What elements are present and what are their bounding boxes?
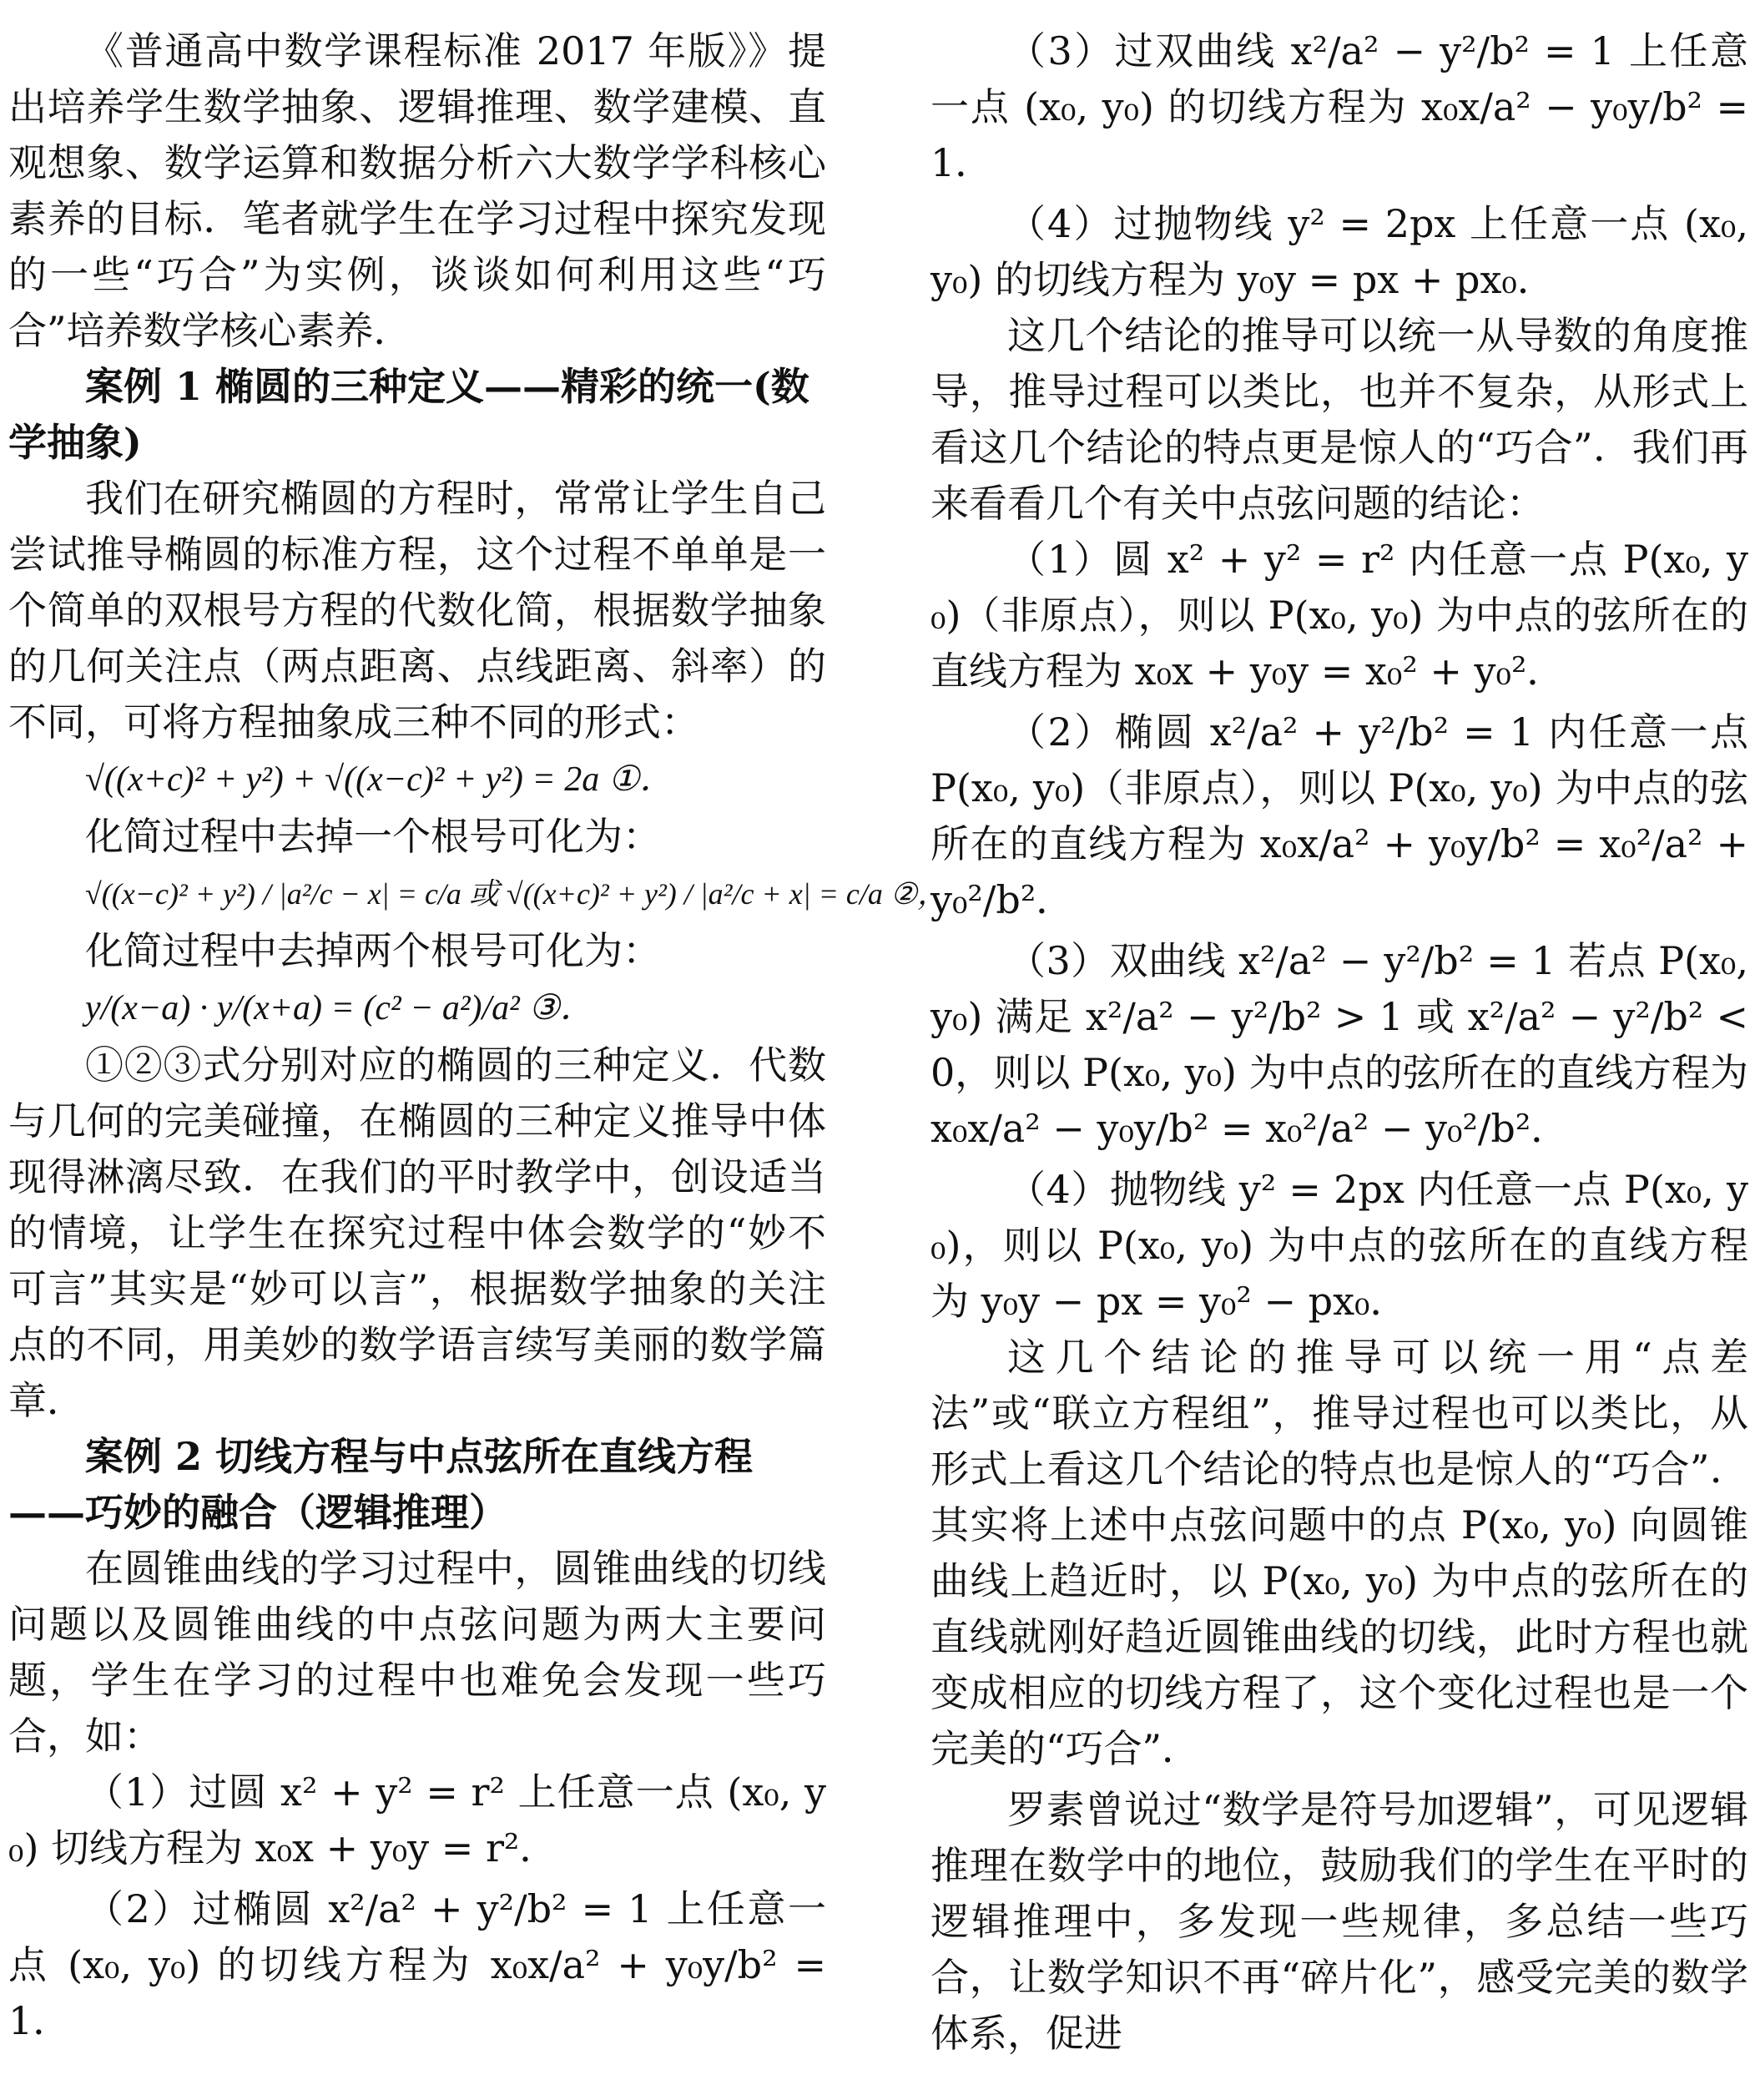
chord-hyperbola-item: （3）双曲线 x²/a² − y²/b² = 1 若点 P(x₀, y₀) 满足 x²/a² − y²/b² > 1 或 x²/a² − y²/b² < 0，则以 P(x₀, y₀) 为中点的弦所在的直线方程为 x₀x/a² − y₀y/b² = x₀²/a² − y₀²/b²． <box>930 938 1748 1151</box>
case1-heading: 案例 1 椭圆的三种定义——精彩的统一(数学抽象) <box>8 364 809 465</box>
simplify-two-roots-text: 化简过程中去掉两个根号可化为： <box>85 928 661 973</box>
case1-summary-paragraph: ①②③式分别对应的椭圆的三种定义．代数与几何的完美碰撞，在椭圆的三种定义推导中体现得淋漓尽致．在我们的平时教学中，创设适当的情境，让学生在探究过程中体会数学的“妙不可言”其实是“妙可以言”，根据数学抽象的关注点的不同，用美妙的数学语言续写美丽的数学篇章． <box>8 1042 826 1423</box>
point-difference-paragraph: 这几个结论的推导可以统一用“点差法”或“联立方程组”，推导过程也可以类比，从形式上看这几个结论的特点也是惊人的“巧合”．其实将上述中点弦问题中的点 P(x₀, y₀) 向圆锥曲线上趋近时，以 P(x₀, y₀) 为中点的弦所在的直线就刚好趋近圆锥曲线的切线，此时方程也就变成相应的切线方程了，这个变化过程也是一个完美的“巧合”． <box>930 1335 1748 1771</box>
chord-circle-item: （1）圆 x² + y² = r² 内任意一点 P(x₀, y₀)（非原点），则以 P(x₀, y₀) 为中点的弦所在的直线方程为 x₀x + y₀y = x₀² + y₀²． <box>930 537 1748 694</box>
case2-heading: 案例 2 切线方程与中点弦所在直线方程——巧妙的融合（逻辑推理） <box>8 1434 754 1535</box>
tangent-parabola-item: （4）过抛物线 y² = 2px 上任意一点 (x₀, y₀) 的切线方程为 y₀y = px + px₀． <box>930 201 1748 302</box>
chord-ellipse-item: （2）椭圆 x²/a² + y²/b² = 1 内任意一点 P(x₀, y₀)（非原点），则以 P(x₀, y₀) 为中点的弦所在的直线方程为 x₀x/a² + y₀y/b² = x₀²/a² + y₀²/b²． <box>930 709 1748 922</box>
tangent-ellipse-item: （2）过椭圆 x²/a² + y²/b² = 1 上任意一点 (x₀, y₀) 的切线方程为 x₀x/a² + y₀y/b² = 1． <box>8 1886 826 2043</box>
tangent-hyperbola-item: （3）过双曲线 x²/a² − y²/b² = 1 上任意一点 (x₀, y₀) 的切线方程为 x₀x/a² − y₀y/b² = 1． <box>930 28 1748 185</box>
chord-parabola-item: （4）抛物线 y² = 2px 内任意一点 P(x₀, y₀)，则以 P(x₀, y₀) 为中点的弦所在的直线方程为 y₀y − px = y₀² − px₀． <box>930 1167 1748 1324</box>
case1-paragraph: 我们在研究椭圆的方程时，常常让学生自己尝试推导椭圆的标准方程，这个过程不单单是一个简单的双根号方程的代数化简，根据数学抽象的几何关注点（两点距离、点线距离、斜率）的不同，可将方程抽象成三种不同的形式： <box>8 476 826 745</box>
tangent-circle-item: （1）过圆 x² + y² = r² 上任意一点 (x₀, y₀) 切线方程为 x₀x + y₀y = r²． <box>8 1769 826 1870</box>
formula-3: y/(x−a) · y/(x+a) = (c² − a²)/a² ③． <box>85 989 595 1027</box>
formula-1: √((x+c)² + y²) + √((x−c)² + y²) = 2a ①． <box>85 760 675 799</box>
formula-2: √((x−c)² + y²) / |a²/c − x| = c/a 或 √((x+c)² + y²) / |a²/c + x| = c/a ②， <box>85 877 948 911</box>
derivation-paragraph: 这几个结论的推导可以统一从导数的角度推导，推导过程可以类比，也并不复杂，从形式上看这几个结论的特点更是惊人的“巧合”．我们再来看看几个有关中点弦问题的结论： <box>930 313 1748 526</box>
left-column <box>8 23 948 2049</box>
case2-paragraph: 在圆锥曲线的学习过程中，圆锥曲线的切线问题以及圆锥曲线的中点弦问题为两大主要问题，学生在学习的过程中也难免会发现一些巧合，如： <box>8 1546 826 1759</box>
right-column <box>930 23 1748 2062</box>
russell-paragraph: 罗素曾说过“数学是符号加逻辑”，可见逻辑推理在数学中的地位，鼓励我们的学生在平时的逻辑推理中，多发现一些规律，多总结一些巧合，让数学知识不再“碎片化”，感受完美的数学体系，促进 <box>930 1787 1748 2056</box>
intro-paragraph: 《普通高中数学课程标准 2017 年版》》提出培养学生数学抽象、逻辑推理、数学建模、直观想象、数学运算和数据分析六大数学学科核心素养的目标．笔者就学生在学习过程中探究发现的一些“巧合”为实例，谈谈如何利用这些“巧合”培养数学核心素养． <box>8 28 826 353</box>
simplify-one-root-text: 化简过程中去掉一个根号可化为： <box>85 814 661 859</box>
